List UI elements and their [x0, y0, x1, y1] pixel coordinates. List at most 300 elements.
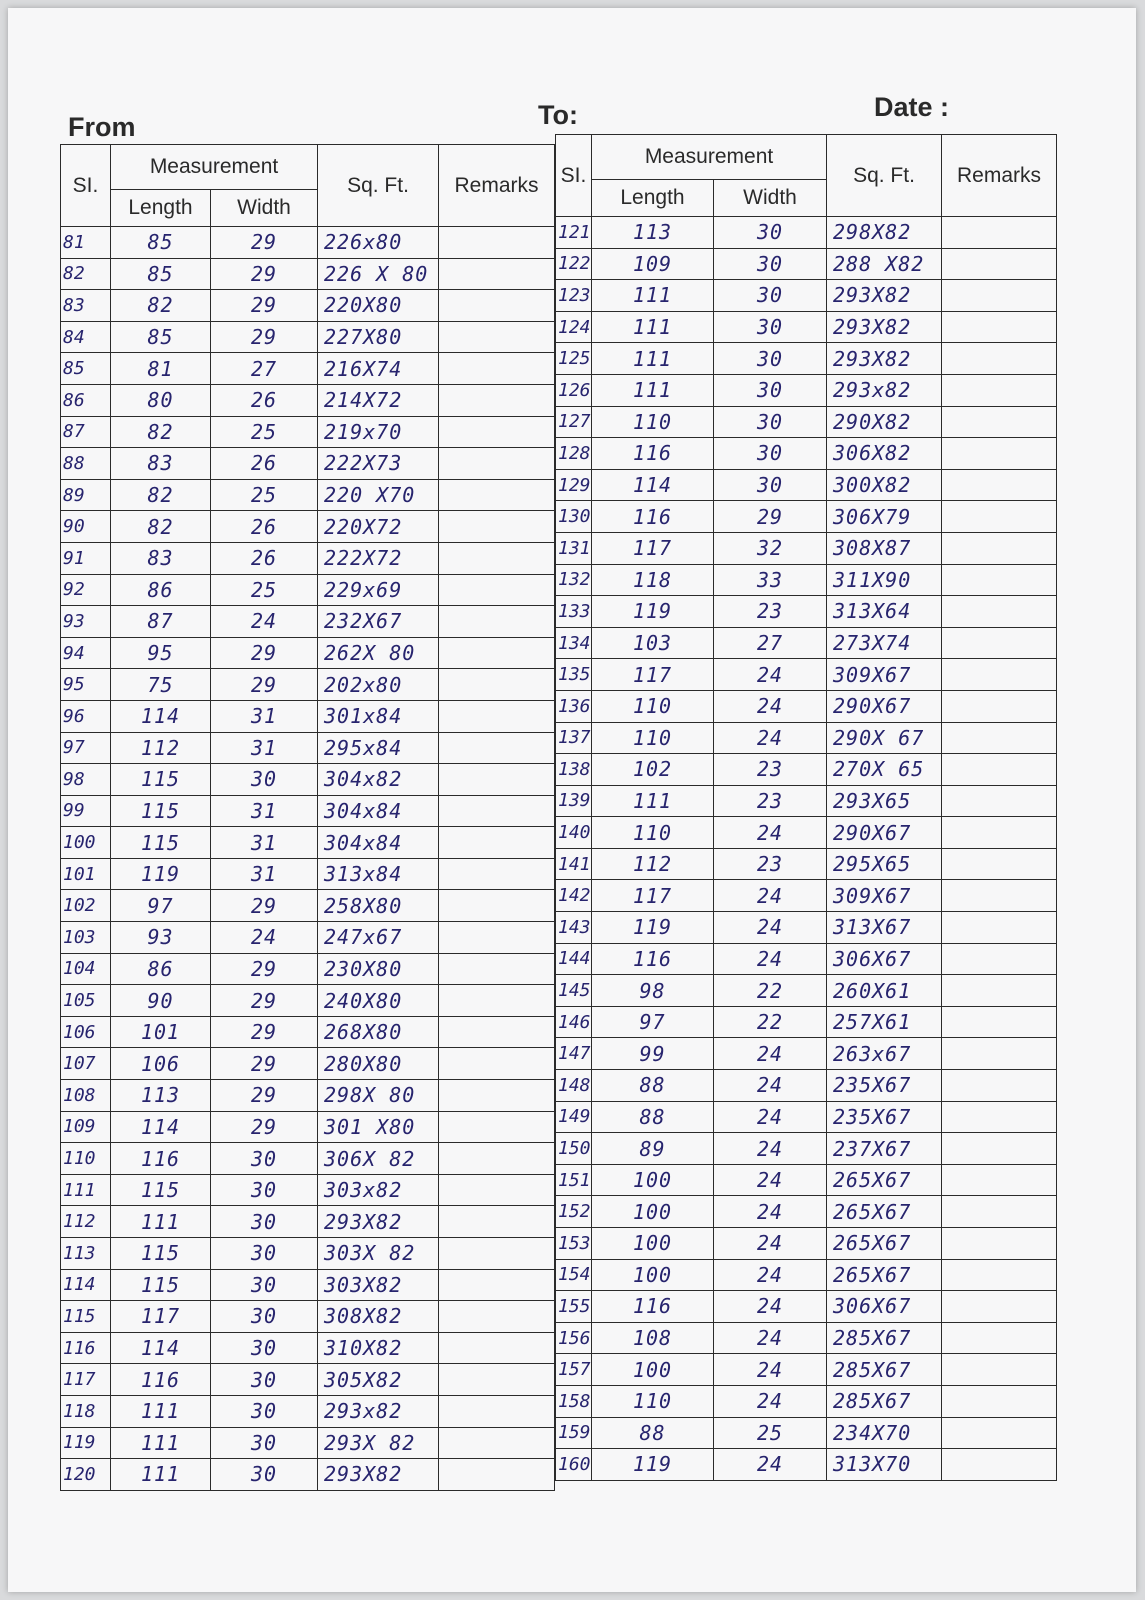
- remarks-cell: [439, 827, 555, 859]
- sqft-cell: 305X82: [318, 1364, 439, 1396]
- table-row: [61, 574, 555, 606]
- length-cell: 75: [111, 669, 211, 701]
- width-cell: 26: [211, 384, 318, 416]
- sqft-cell: 313X70: [827, 1449, 942, 1481]
- width-header: Width: [211, 190, 318, 227]
- width-cell: 29: [211, 1048, 318, 1080]
- remarks-cell: [942, 1164, 1057, 1196]
- sl-cell: 146: [556, 1006, 592, 1038]
- length-cell: 95: [111, 637, 211, 669]
- width-cell: 25: [211, 416, 318, 448]
- length-cell: 99: [592, 1038, 714, 1070]
- length-cell: 115: [111, 1269, 211, 1301]
- table-row: [61, 1143, 555, 1175]
- sqft-cell: 293X82: [827, 311, 942, 343]
- table-row: [61, 1332, 555, 1364]
- remarks-cell: [942, 217, 1057, 249]
- remarks-cell: [439, 1048, 555, 1080]
- width-cell: 24: [714, 1070, 827, 1102]
- remarks-cell: [942, 1101, 1057, 1133]
- table-row: [61, 1048, 555, 1080]
- remarks-cell: [942, 1354, 1057, 1386]
- sqft-cell: 293X 82: [318, 1427, 439, 1459]
- remarks-cell: [439, 700, 555, 732]
- sl-cell: 130: [556, 501, 592, 533]
- sqft-cell: 303X82: [318, 1269, 439, 1301]
- sl-cell: 85: [61, 353, 111, 385]
- length-cell: 103: [592, 627, 714, 659]
- remarks-cell: [942, 1417, 1057, 1449]
- length-cell: 93: [111, 922, 211, 954]
- length-cell: 115: [111, 827, 211, 859]
- remarks-cell: [439, 353, 555, 385]
- sqft-cell: 304x82: [318, 764, 439, 796]
- sqft-header: Sq. Ft.: [318, 145, 439, 227]
- width-cell: 26: [211, 448, 318, 480]
- width-cell: 30: [714, 469, 827, 501]
- sl-cell: 140: [556, 817, 592, 849]
- sqft-cell: 293X82: [827, 343, 942, 375]
- remarks-cell: [439, 985, 555, 1017]
- length-cell: 110: [592, 722, 714, 754]
- length-cell: 111: [111, 1459, 211, 1491]
- table-row: [556, 532, 1057, 564]
- length-cell: 113: [592, 217, 714, 249]
- table-row: [61, 448, 555, 480]
- remarks-cell: [439, 1111, 555, 1143]
- remarks-cell: [942, 627, 1057, 659]
- length-cell: 111: [592, 374, 714, 406]
- width-cell: 24: [714, 1101, 827, 1133]
- sqft-cell: 260X61: [827, 975, 942, 1007]
- remarks-header: Remarks: [439, 145, 555, 227]
- length-cell: 117: [592, 659, 714, 691]
- date-label: Date :: [874, 92, 950, 122]
- table-row: [61, 511, 555, 543]
- table-row: [61, 1016, 555, 1048]
- table-row: [556, 1291, 1057, 1323]
- sl-cell: 115: [61, 1301, 111, 1333]
- width-cell: 25: [714, 1417, 827, 1449]
- remarks-cell: [439, 542, 555, 574]
- table-row: [556, 501, 1057, 533]
- length-cell: 112: [592, 848, 714, 880]
- sl-cell: 106: [61, 1016, 111, 1048]
- remarks-cell: [439, 1269, 555, 1301]
- sl-cell: 141: [556, 848, 592, 880]
- table-row: [61, 795, 555, 827]
- remarks-cell: [439, 1080, 555, 1112]
- table-row: [556, 785, 1057, 817]
- sl-cell: 82: [61, 258, 111, 290]
- remarks-cell: [942, 722, 1057, 754]
- table-row: [61, 1238, 555, 1270]
- sl-cell: 109: [61, 1111, 111, 1143]
- remarks-cell: [942, 943, 1057, 975]
- sqft-cell: 295X65: [827, 848, 942, 880]
- remarks-cell: [439, 606, 555, 638]
- length-cell: 111: [592, 343, 714, 375]
- width-cell: 30: [211, 1332, 318, 1364]
- length-cell: 88: [592, 1417, 714, 1449]
- remarks-cell: [942, 975, 1057, 1007]
- sqft-cell: 232X67: [318, 606, 439, 638]
- width-cell: 24: [714, 1322, 827, 1354]
- length-cell: 88: [592, 1070, 714, 1102]
- width-cell: 30: [211, 1143, 318, 1175]
- length-cell: 110: [592, 690, 714, 722]
- sl-cell: 143: [556, 912, 592, 944]
- sl-cell: 153: [556, 1228, 592, 1260]
- table-row: [61, 827, 555, 859]
- sl-cell: 158: [556, 1385, 592, 1417]
- remarks-cell: [942, 311, 1057, 343]
- table-row: [556, 659, 1057, 691]
- sl-cell: 145: [556, 975, 592, 1007]
- width-cell: 23: [714, 785, 827, 817]
- width-cell: 30: [714, 374, 827, 406]
- remarks-cell: [942, 406, 1057, 438]
- sl-cell: 131: [556, 532, 592, 564]
- remarks-cell: [439, 637, 555, 669]
- sqft-cell: 290X 67: [827, 722, 942, 754]
- table-row: [556, 880, 1057, 912]
- sqft-cell: 222X73: [318, 448, 439, 480]
- measurement-header: Measurement: [111, 145, 318, 190]
- sl-cell: 127: [556, 406, 592, 438]
- width-cell: 22: [714, 975, 827, 1007]
- sqft-cell: 263x67: [827, 1038, 942, 1070]
- table-row: [556, 311, 1057, 343]
- remarks-cell: [942, 785, 1057, 817]
- sqft-cell: 301 X80: [318, 1111, 439, 1143]
- length-cell: 114: [111, 700, 211, 732]
- length-cell: 109: [592, 248, 714, 280]
- sqft-cell: 293x82: [827, 374, 942, 406]
- width-cell: 29: [211, 1080, 318, 1112]
- length-cell: 110: [592, 817, 714, 849]
- table-row: [556, 596, 1057, 628]
- width-cell: 31: [211, 795, 318, 827]
- width-cell: 24: [714, 1164, 827, 1196]
- table-row: [61, 669, 555, 701]
- remarks-cell: [942, 1038, 1057, 1070]
- width-cell: 24: [714, 1133, 827, 1165]
- table-row: [61, 1427, 555, 1459]
- remarks-cell: [942, 469, 1057, 501]
- sqft-cell: 293x82: [318, 1395, 439, 1427]
- sqft-cell: 216X74: [318, 353, 439, 385]
- width-cell: 30: [211, 1238, 318, 1270]
- width-cell: 24: [714, 1196, 827, 1228]
- sl-cell: 105: [61, 985, 111, 1017]
- remarks-cell: [439, 1427, 555, 1459]
- sqft-cell: 247x67: [318, 922, 439, 954]
- width-cell: 25: [211, 574, 318, 606]
- table-row: [61, 1174, 555, 1206]
- length-cell: 83: [111, 448, 211, 480]
- sl-cell: 107: [61, 1048, 111, 1080]
- remarks-cell: [942, 374, 1057, 406]
- table-row: [556, 374, 1057, 406]
- length-cell: 113: [111, 1080, 211, 1112]
- width-cell: 24: [211, 922, 318, 954]
- length-cell: 85: [111, 321, 211, 353]
- length-cell: 116: [592, 943, 714, 975]
- sqft-cell: 300X82: [827, 469, 942, 501]
- table-body: [61, 227, 555, 1491]
- remarks-cell: [439, 1395, 555, 1427]
- width-cell: 30: [211, 1174, 318, 1206]
- length-cell: 118: [592, 564, 714, 596]
- sqft-cell: 306X67: [827, 943, 942, 975]
- sl-cell: 139: [556, 785, 592, 817]
- sl-cell: 123: [556, 280, 592, 312]
- remarks-cell: [439, 732, 555, 764]
- sqft-cell: 280X80: [318, 1048, 439, 1080]
- width-cell: 24: [714, 1259, 827, 1291]
- width-cell: 24: [714, 817, 827, 849]
- length-cell: 86: [111, 574, 211, 606]
- remarks-cell: [439, 1143, 555, 1175]
- width-cell: 24: [714, 690, 827, 722]
- sqft-cell: 265X67: [827, 1259, 942, 1291]
- table-row: [556, 1259, 1057, 1291]
- width-cell: 30: [211, 1395, 318, 1427]
- remarks-cell: [942, 912, 1057, 944]
- table-row: [556, 280, 1057, 312]
- table-row: [556, 217, 1057, 249]
- remarks-cell: [439, 416, 555, 448]
- width-cell: 29: [211, 227, 318, 259]
- width-cell: 24: [714, 1038, 827, 1070]
- sqft-cell: 265X67: [827, 1196, 942, 1228]
- remarks-cell: [439, 227, 555, 259]
- length-cell: 87: [111, 606, 211, 638]
- sl-cell: 108: [61, 1080, 111, 1112]
- width-cell: 30: [714, 438, 827, 470]
- table-row: [61, 700, 555, 732]
- table-row: [61, 985, 555, 1017]
- sl-cell: 152: [556, 1196, 592, 1228]
- remarks-cell: [942, 532, 1057, 564]
- sqft-cell: 214X72: [318, 384, 439, 416]
- width-cell: 30: [211, 1459, 318, 1491]
- width-cell: 30: [714, 280, 827, 312]
- sl-cell: 119: [61, 1427, 111, 1459]
- sqft-cell: 306X 82: [318, 1143, 439, 1175]
- sl-cell: 142: [556, 880, 592, 912]
- sqft-cell: 262X 80: [318, 637, 439, 669]
- length-cell: 111: [592, 311, 714, 343]
- remarks-cell: [942, 248, 1057, 280]
- sqft-cell: 226x80: [318, 227, 439, 259]
- length-cell: 85: [111, 227, 211, 259]
- sl-cell: 112: [61, 1206, 111, 1238]
- table-row: [61, 1364, 555, 1396]
- table-row: [556, 343, 1057, 375]
- width-cell: 27: [211, 353, 318, 385]
- remarks-cell: [439, 1459, 555, 1491]
- sl-cell: 150: [556, 1133, 592, 1165]
- remarks-cell: [942, 1228, 1057, 1260]
- sl-cell: 110: [61, 1143, 111, 1175]
- width-cell: 30: [211, 1269, 318, 1301]
- width-cell: 29: [211, 258, 318, 290]
- sl-cell: 102: [61, 890, 111, 922]
- table-row: [61, 606, 555, 638]
- width-cell: 30: [211, 1301, 318, 1333]
- table-row: [556, 754, 1057, 786]
- remarks-cell: [942, 1322, 1057, 1354]
- remarks-cell: [439, 858, 555, 890]
- sl-cell: 159: [556, 1417, 592, 1449]
- width-cell: 25: [211, 479, 318, 511]
- sqft-cell: 298X82: [827, 217, 942, 249]
- width-cell: 29: [211, 1111, 318, 1143]
- measurement-header: Measurement: [592, 135, 827, 180]
- table-row: [556, 627, 1057, 659]
- sqft-cell: 257X61: [827, 1006, 942, 1038]
- table-row: [556, 1070, 1057, 1102]
- table-row: [61, 858, 555, 890]
- remarks-cell: [942, 1133, 1057, 1165]
- width-cell: 29: [714, 501, 827, 533]
- remarks-cell: [439, 1364, 555, 1396]
- remarks-cell: [942, 817, 1057, 849]
- table-row: [556, 1133, 1057, 1165]
- remarks-cell: [439, 258, 555, 290]
- remarks-cell: [942, 1385, 1057, 1417]
- remarks-cell: [942, 1259, 1057, 1291]
- sl-cell: 129: [556, 469, 592, 501]
- sqft-cell: 226 X 80: [318, 258, 439, 290]
- remarks-cell: [439, 922, 555, 954]
- sl-cell: 98: [61, 764, 111, 796]
- remarks-cell: [942, 501, 1057, 533]
- sl-header: SI.: [556, 135, 592, 217]
- sqft-cell: 285X67: [827, 1385, 942, 1417]
- remarks-cell: [439, 1238, 555, 1270]
- length-cell: 101: [111, 1016, 211, 1048]
- sl-cell: 121: [556, 217, 592, 249]
- length-cell: 112: [111, 732, 211, 764]
- width-cell: 24: [714, 1228, 827, 1260]
- width-cell: 29: [211, 637, 318, 669]
- remarks-cell: [942, 1070, 1057, 1102]
- sqft-cell: 285X67: [827, 1322, 942, 1354]
- width-cell: 31: [211, 827, 318, 859]
- length-cell: 116: [592, 438, 714, 470]
- remarks-cell: [439, 384, 555, 416]
- sqft-cell: 310X82: [318, 1332, 439, 1364]
- table-row: [556, 1417, 1057, 1449]
- sl-cell: 94: [61, 637, 111, 669]
- sl-cell: 92: [61, 574, 111, 606]
- sl-cell: 89: [61, 479, 111, 511]
- table-row: [61, 922, 555, 954]
- width-cell: 24: [714, 1385, 827, 1417]
- table-row: [556, 1006, 1057, 1038]
- length-cell: 100: [592, 1259, 714, 1291]
- table-row: [61, 637, 555, 669]
- remarks-cell: [439, 795, 555, 827]
- length-cell: 116: [592, 1291, 714, 1323]
- table-row: [61, 384, 555, 416]
- table-row: [556, 1385, 1057, 1417]
- remarks-cell: [439, 1174, 555, 1206]
- table-row: [556, 248, 1057, 280]
- sl-cell: 97: [61, 732, 111, 764]
- table-row: [61, 227, 555, 259]
- width-cell: 30: [211, 764, 318, 796]
- sqft-cell: 290X67: [827, 817, 942, 849]
- length-cell: 100: [592, 1196, 714, 1228]
- sqft-cell: 290X82: [827, 406, 942, 438]
- sl-cell: 87: [61, 416, 111, 448]
- sqft-cell: 273X74: [827, 627, 942, 659]
- table-row: [556, 1101, 1057, 1133]
- length-cell: 100: [592, 1164, 714, 1196]
- width-cell: 29: [211, 1016, 318, 1048]
- width-cell: 27: [714, 627, 827, 659]
- table-row: [556, 1449, 1057, 1481]
- width-cell: 24: [714, 880, 827, 912]
- sl-cell: 138: [556, 754, 592, 786]
- sl-cell: 144: [556, 943, 592, 975]
- sl-cell: 100: [61, 827, 111, 859]
- sl-cell: 104: [61, 953, 111, 985]
- length-cell: 88: [592, 1101, 714, 1133]
- sl-cell: 125: [556, 343, 592, 375]
- length-cell: 97: [592, 1006, 714, 1038]
- table-row: [61, 542, 555, 574]
- width-cell: 29: [211, 321, 318, 353]
- length-cell: 100: [592, 1354, 714, 1386]
- to-label: To:: [538, 100, 578, 130]
- sqft-cell: 240X80: [318, 985, 439, 1017]
- table-row: [61, 1111, 555, 1143]
- sl-cell: 135: [556, 659, 592, 691]
- remarks-cell: [439, 1206, 555, 1238]
- sqft-cell: 235X67: [827, 1070, 942, 1102]
- width-cell: 29: [211, 890, 318, 922]
- table-row: [556, 469, 1057, 501]
- sqft-cell: 293X65: [827, 785, 942, 817]
- remarks-cell: [942, 754, 1057, 786]
- sl-cell: 126: [556, 374, 592, 406]
- length-cell: 98: [592, 975, 714, 1007]
- table-row: [556, 1354, 1057, 1386]
- remarks-cell: [942, 343, 1057, 375]
- sqft-cell: 285X67: [827, 1354, 942, 1386]
- table-row: [61, 321, 555, 353]
- sqft-cell: 234X70: [827, 1417, 942, 1449]
- remarks-cell: [439, 479, 555, 511]
- sl-cell: 122: [556, 248, 592, 280]
- sqft-cell: 230X80: [318, 953, 439, 985]
- length-cell: 85: [111, 258, 211, 290]
- length-cell: 97: [111, 890, 211, 922]
- width-cell: 31: [211, 732, 318, 764]
- width-cell: 30: [211, 1206, 318, 1238]
- sqft-cell: 268X80: [318, 1016, 439, 1048]
- table-row: [61, 1206, 555, 1238]
- sl-cell: 124: [556, 311, 592, 343]
- length-cell: 86: [111, 953, 211, 985]
- table-row: [556, 1038, 1057, 1070]
- length-cell: 115: [111, 764, 211, 796]
